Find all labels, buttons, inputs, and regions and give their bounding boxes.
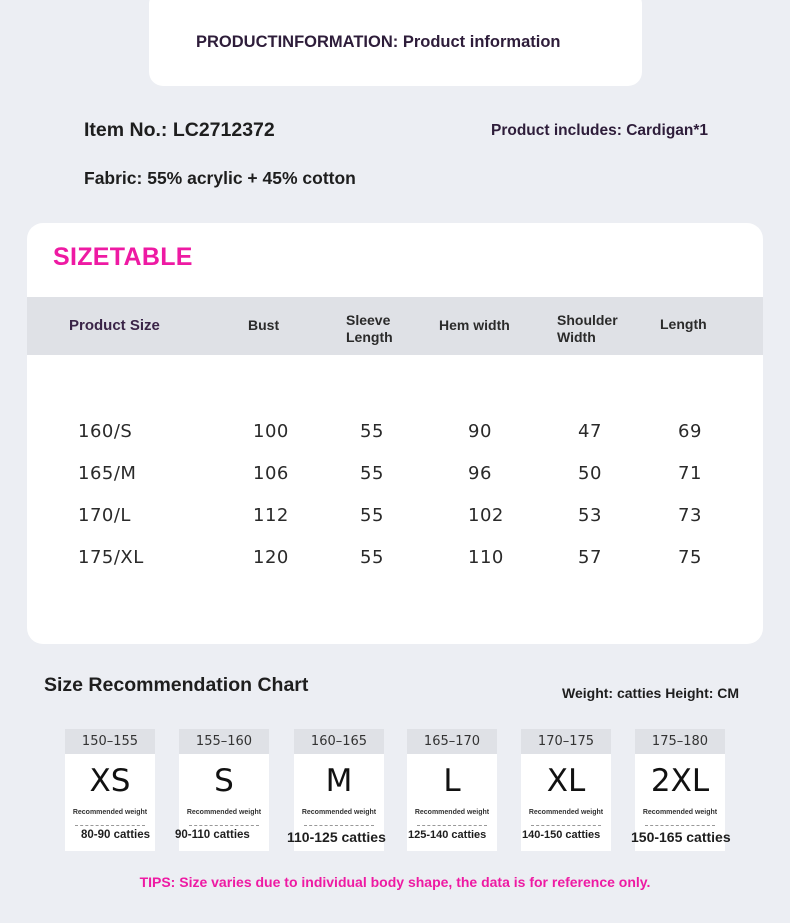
height-range: 155–160 [179,729,269,754]
weight-range: 80-90 catties [81,829,151,841]
cell-bust: 112 [253,505,289,526]
recommended-weight-label: Recommended weight [186,809,262,816]
item-number: Item No.: LC2712372 [84,119,275,141]
table-row [27,505,763,535]
cell-shoulder: 50 [578,463,602,484]
cell-hem: 110 [468,547,504,568]
cell-size: 160/S [78,421,133,442]
table-row [27,547,763,577]
recommended-weight-label: Recommended weight [72,809,148,816]
cell-sleeve: 55 [360,463,384,484]
size-table-title: SIZETABLE [53,243,193,271]
cell-shoulder: 53 [578,505,602,526]
product-info-card [149,0,642,86]
cell-shoulder: 57 [578,547,602,568]
recommendation-title: Size Recommendation Chart [44,674,309,696]
cell-sleeve: 55 [360,421,384,442]
size-table-header [27,297,763,355]
dashed-divider [531,825,601,826]
size-letter: L [443,763,461,799]
size-recommendation-box [65,729,155,851]
cell-hem: 96 [468,463,492,484]
table-row [27,463,763,493]
size-letter: S [214,763,234,799]
size-letter: XL [546,763,586,799]
product-info-heading: PRODUCTINFORMATION: Product information [196,33,561,51]
recommended-weight-label: Recommended weight [528,809,604,816]
height-range: 170–175 [521,729,611,754]
cell-bust: 120 [253,547,289,568]
cell-bust: 106 [253,463,289,484]
recommended-weight-label: Recommended weight [642,809,718,816]
header-sleeve-length: Sleeve Length [346,312,393,345]
header-length: Length [660,316,707,332]
cell-size: 170/L [78,505,131,526]
cell-size: 165/M [78,463,137,484]
recommended-weight-label: Recommended weight [414,809,490,816]
cell-hem: 90 [468,421,492,442]
weight-range: 125-140 catties [408,829,487,841]
size-recommendation-box [521,729,611,851]
cell-size: 175/XL [78,547,144,568]
cell-hem: 102 [468,505,504,526]
header-shoulder-width: Shoulder Width [557,312,618,345]
size-letter: M [325,763,353,799]
cell-length: 71 [678,463,702,484]
fabric-composition: Fabric: 55% acrylic + 45% cotton [84,168,356,188]
tips-note: TIPS: Size varies due to individual body shape, the data is for reference only. [139,874,651,890]
height-range: 175–180 [635,729,725,754]
height-range: 150–155 [65,729,155,754]
header-product-size: Product Size [69,317,160,334]
recommendation-units: Weight: catties Height: CM [562,685,740,701]
height-range: 160–165 [294,729,384,754]
size-table-card [27,223,763,644]
header-bust: Bust [248,317,280,333]
cell-sleeve: 55 [360,547,384,568]
recommended-weight-label: Recommended weight [301,809,377,816]
dashed-divider [189,825,259,826]
size-letter: XS [89,763,131,799]
cell-sleeve: 55 [360,505,384,526]
size-recommendation-box [287,729,386,851]
weight-range: 150-165 catties [631,829,731,845]
header-hem-width: Hem width [439,317,510,333]
size-recommendation-box [407,729,497,851]
product-includes: Product includes: Cardigan*1 [491,122,709,139]
weight-range: 90-110 catties [175,829,250,841]
weight-range: 140-150 catties [522,829,601,841]
size-recommendation-box [175,729,269,851]
weight-range: 110-125 catties [287,829,386,845]
cell-shoulder: 47 [578,421,602,442]
dashed-divider [75,825,145,826]
size-letter: 2XL [650,763,710,799]
dashed-divider [645,825,715,826]
dashed-divider [417,825,487,826]
cell-length: 73 [678,505,702,526]
cell-length: 69 [678,421,702,442]
table-row [27,421,763,451]
cell-bust: 100 [253,421,289,442]
height-range: 165–170 [407,729,497,754]
size-recommendation-box [631,729,731,851]
cell-length: 75 [678,547,702,568]
dashed-divider [304,825,374,826]
